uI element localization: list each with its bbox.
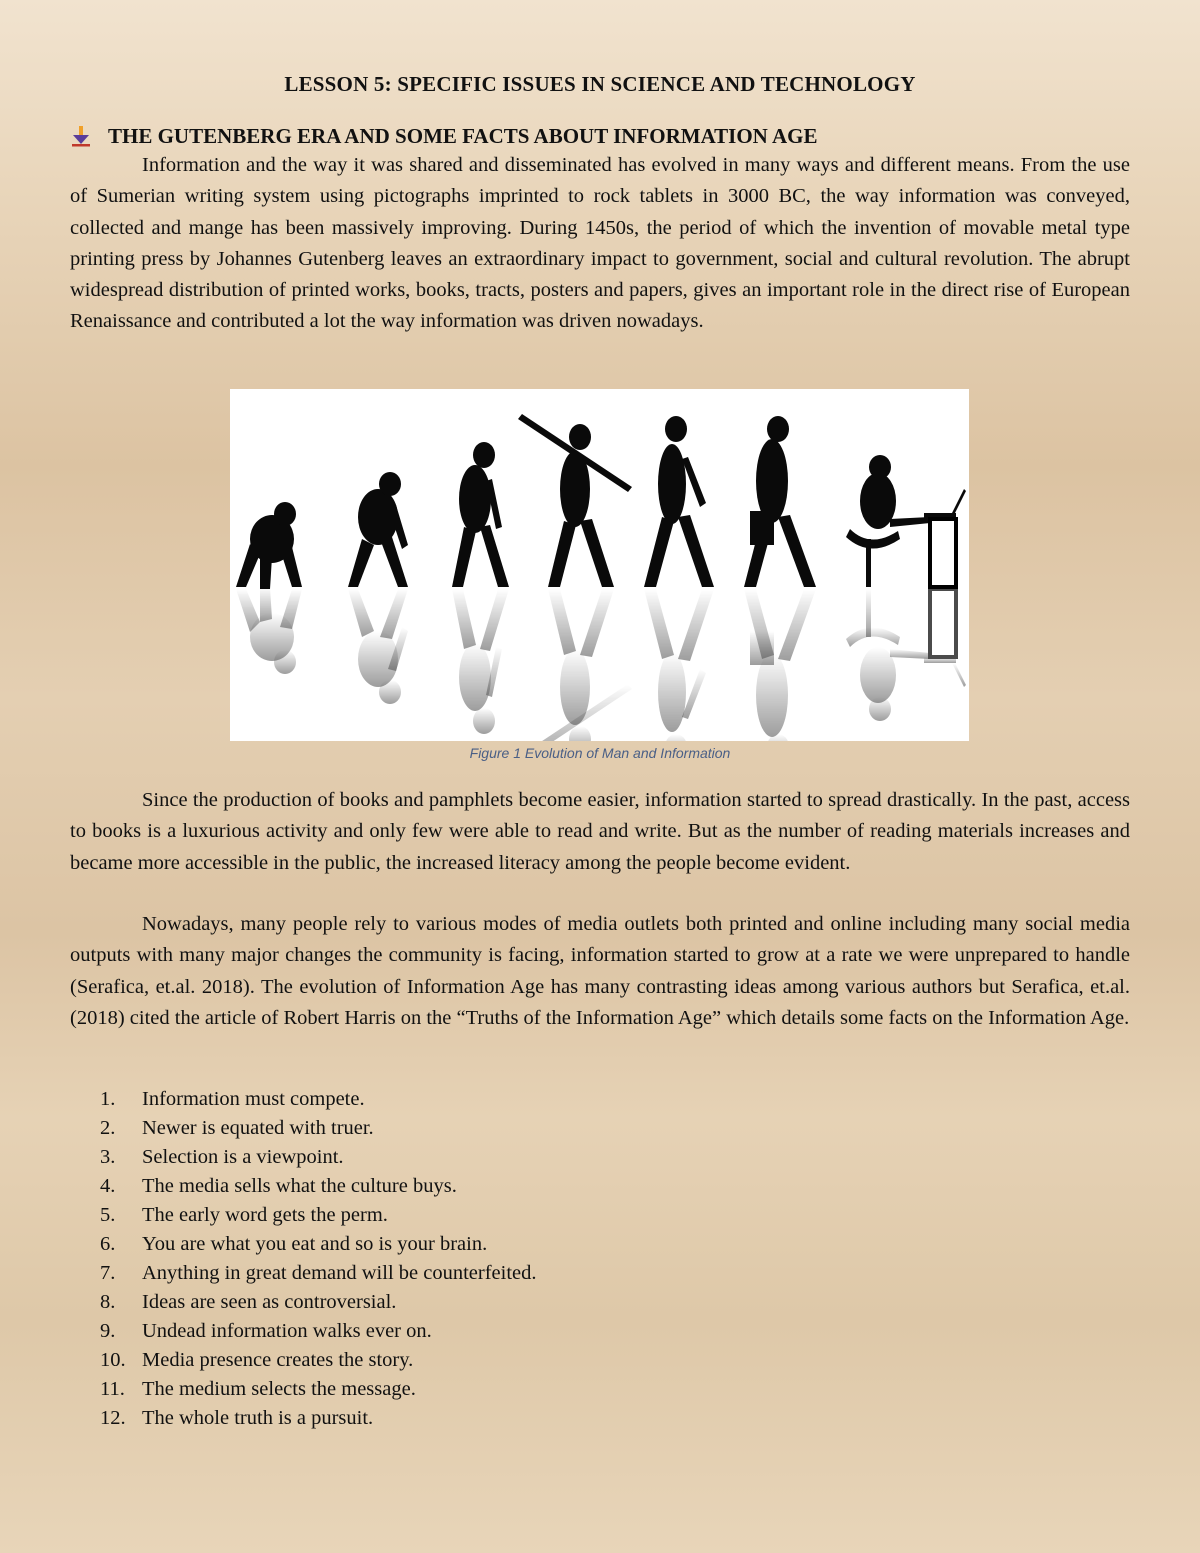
list-item-text: The whole truth is a pursuit. <box>142 1407 374 1429</box>
list-item <box>100 1404 537 1433</box>
list-item-number: 6. <box>100 1233 116 1255</box>
figure-caption: Figure 1 Evolution of Man and Information <box>469 745 731 761</box>
list-item-number: 10. <box>100 1349 126 1371</box>
list-item-number: 12. <box>100 1407 126 1429</box>
list-item-text: Information must compete. <box>142 1088 365 1110</box>
list-item <box>100 1230 537 1259</box>
paragraph-books: Since the production of books and pamphlets become easier, information started to spread drastically. In the past, access to books is a luxurious activity and only few were able to read and write. But as the number of reading materials increases and became more accessible in the public, the increased literacy among the people become evident. <box>70 789 1130 874</box>
list-item-number: 11. <box>100 1378 125 1400</box>
list-item-number: 7. <box>100 1262 116 1284</box>
list-item-text: Ideas are seen as controversial. <box>142 1291 397 1313</box>
list-item-number: 9. <box>100 1320 116 1342</box>
list-item-text: The medium selects the message. <box>142 1378 416 1400</box>
list-item-number: 3. <box>100 1146 116 1168</box>
paragraph-media: Nowadays, many people rely to various modes of media outlets both printed and online including many social media outputs with many major changes the community is facing, information started to grow at a rate we were unprepared to handle (Serafica, et.al. 2018). The evolution of Information Age has many contrasting ideas among various authors but Serafica, et.al. (2018) cited the article of Robert Harris on the “Truths of the Information Age” which details some facts on the Information Age. <box>70 913 1130 1029</box>
arrow-bullet-icon <box>70 125 92 147</box>
list-item-number: 1. <box>100 1088 116 1110</box>
section-heading-text: THE GUTENBERG ERA AND SOME FACTS ABOUT INFORMATION AGE <box>108 123 818 148</box>
list-item <box>100 1172 537 1201</box>
list-item-text: Undead information walks ever on. <box>142 1320 432 1342</box>
list-item-number: 2. <box>100 1117 116 1139</box>
list-item <box>100 1259 537 1288</box>
list-item <box>100 1085 537 1114</box>
list-item <box>100 1375 537 1404</box>
section-heading <box>70 121 1130 151</box>
list-item-number: 5. <box>100 1204 116 1226</box>
list-item-text: The early word gets the perm. <box>142 1204 388 1226</box>
evolution-figure <box>230 389 969 741</box>
list-item-text: You are what you eat and so is your brain. <box>142 1233 488 1255</box>
list-item-text: Media presence creates the story. <box>142 1349 414 1371</box>
list-item <box>100 1114 537 1143</box>
paragraph-gutenberg: Information and the way it was shared and disseminated has evolved in many ways and different means. From the use of Sumerian writing system using pictographs imprinted to rock tablets in 3000 BC, the way information was conveyed, collected and mange has been massively improving. During 1450s, the period of which the invention of movable metal type printing press by Johannes Gutenberg leaves an extraordinary impact to government, social and cultural revolution. The abrupt widespread distribution of printed works, books, tracts, posters and papers, gives an important role in the direct rise of European Renaissance and contributed a lot the way information was driven nowadays. <box>70 154 1130 333</box>
facts-list <box>100 1085 537 1433</box>
list-item-number: 8. <box>100 1291 116 1313</box>
list-item <box>100 1317 537 1346</box>
list-item-text: Anything in great demand will be counterfeited. <box>142 1262 537 1284</box>
list-item-text: Selection is a viewpoint. <box>142 1146 344 1168</box>
list-item-number: 4. <box>100 1175 116 1197</box>
list-item <box>100 1288 537 1317</box>
list-item-text: The media sells what the culture buys. <box>142 1175 457 1197</box>
list-item <box>100 1201 537 1230</box>
list-item <box>100 1346 537 1375</box>
lesson-title: LESSON 5: SPECIFIC ISSUES IN SCIENCE AND TECHNOLOGY <box>284 72 916 96</box>
list-item-text: Newer is equated with truer. <box>142 1117 374 1139</box>
list-item <box>100 1143 537 1172</box>
